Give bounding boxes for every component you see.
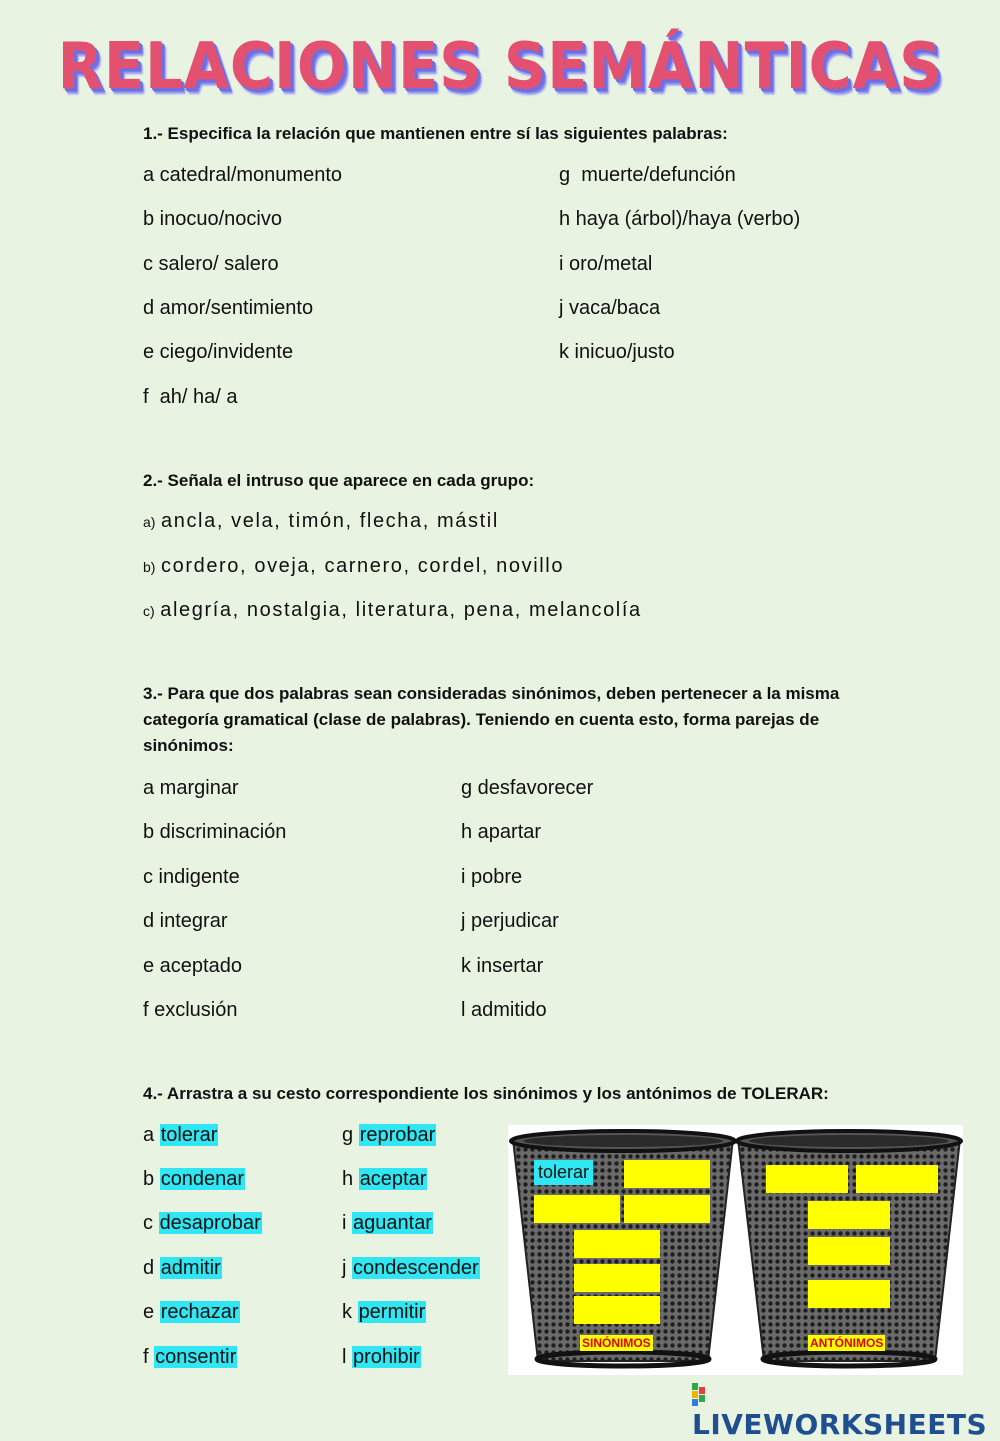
q3-item: i pobre [461,866,523,888]
q4-heading: 4.- Arrastra a su cesto correspondiente los sinónimos y los antónimos de TOLERAR: [143,1084,829,1103]
draggable-word[interactable]: condescender [353,1257,479,1279]
draggable-word[interactable]: admitir [160,1257,221,1279]
q4-right-item [342,1212,433,1235]
draggable-word[interactable]: aguantar [353,1212,432,1234]
q4-right-item [342,1168,427,1191]
q1-item: a catedral/monumento [143,164,343,186]
q2-words: alegría, nostalgia, literatura, pena, melancolía [160,599,642,621]
q3-item: k insertar [461,955,544,977]
draggable-word[interactable]: condenar [160,1168,245,1190]
q4-letter: h [342,1168,354,1190]
q3-item: b discriminación [143,821,287,843]
q1-item: k inicuo/justo [559,341,675,363]
logo-icon [692,1381,706,1405]
q3-item: j perjudicar [461,910,559,932]
q4-left-item [143,1124,218,1147]
drop-box-antonimos[interactable] [808,1280,890,1308]
q4-left-item [143,1212,262,1235]
q4-right-item [342,1301,426,1324]
placed-word[interactable]: tolerar [534,1160,593,1185]
q4-left-item [143,1301,240,1324]
drop-box-sinonimos[interactable] [624,1160,710,1188]
q4-letter: l [342,1346,347,1368]
basket-label-sinonimos: SINÓNIMOS [582,1336,651,1350]
q4-right-item [342,1257,480,1280]
q2-letter: b) [143,559,156,575]
liveworksheets-logo[interactable] [692,1375,1000,1441]
drop-box-sinonimos[interactable] [624,1195,710,1223]
q3-heading-line: sinónimos: [143,736,234,755]
q4-letter: j [342,1257,347,1279]
q2-words: cordero, oveja, carnero, cordel, novillo [161,555,565,577]
q1-heading: 1.- Especifica la relación que mantienen entre sí las siguientes palabras: [143,124,728,143]
draggable-word[interactable]: reprobar [359,1124,436,1146]
q4-letter: d [143,1257,155,1279]
q4-right-item [342,1124,436,1147]
q1-item: e ciego/invidente [143,341,294,363]
q1-item: f ah/ ha/ a [143,386,238,408]
q1-item: g muerte/defunción [559,164,736,186]
q3-item: d integrar [143,910,228,932]
q3-item: g desfavorecer [461,777,594,799]
draggable-word[interactable]: consentir [155,1346,237,1368]
q4-letter: c [143,1212,153,1234]
q2-letter: c) [143,603,155,619]
drop-box-antonimos[interactable] [808,1201,890,1229]
draggable-word[interactable]: tolerar [160,1124,218,1146]
drop-box-sinonimos[interactable] [534,1195,620,1223]
q1-item: h haya (árbol)/haya (verbo) [559,208,801,230]
q1-item: d amor/sentimiento [143,297,314,319]
q3-item: a marginar [143,777,239,799]
q4-letter: i [342,1212,347,1234]
q1-item: i oro/metal [559,253,653,275]
q4-letter: f [143,1346,149,1368]
q4-right-item [342,1346,421,1369]
q4-letter: b [143,1168,155,1190]
q3-item: c indigente [143,866,240,888]
page-title: RELACIONES SEMÁNTICAS [57,30,943,104]
baskets-area [508,1125,963,1375]
draggable-word[interactable]: aceptar [359,1168,427,1190]
q4-letter: a [143,1124,155,1146]
q2-words: ancla, vela, timón, flecha, mástil [161,510,499,532]
q2-letter: a) [143,514,156,530]
q3-heading-line: 3.- Para que dos palabras sean consideradas sinónimos, deben pertenecer a la misma [143,684,840,703]
q1-item: j vaca/baca [559,297,661,319]
basket-label-antonimos: ANTÓNIMOS [810,1336,884,1350]
drop-box-antonimos[interactable] [856,1165,938,1193]
q3-item: h apartar [461,821,542,843]
q4-left-item [143,1346,237,1369]
drop-box-sinonimos[interactable] [574,1264,660,1292]
drop-box-antonimos[interactable] [808,1237,890,1265]
q2-item [143,599,642,622]
q3-heading-line: categoría gramatical (clase de palabras). Teniendo en cuenta esto, forma parejas de [143,710,820,729]
drop-box-antonimos[interactable] [766,1165,848,1193]
q1-item: c salero/ salero [143,253,279,275]
drop-box-sinonimos[interactable] [574,1296,660,1324]
draggable-word[interactable]: rechazar [160,1301,239,1323]
q2-heading: 2.- Señala el intruso que aparece en cada grupo: [143,471,535,490]
q4-letter: g [342,1124,354,1146]
q2-item [143,555,564,578]
q3-item: f exclusión [143,999,238,1021]
draggable-word[interactable]: prohibir [353,1346,420,1368]
drop-box-sinonimos[interactable] [574,1230,660,1258]
q4-letter: k [342,1301,352,1323]
draggable-word[interactable]: desaprobar [159,1212,261,1234]
q2-item [143,510,499,533]
logo-text: LIVEWORKSHEETS [692,1408,988,1441]
q4-left-item [143,1168,245,1191]
q3-item: e aceptado [143,955,242,977]
q4-left-item [143,1257,222,1280]
q1-item: b inocuo/nocivo [143,208,282,230]
q3-item: l admitido [461,999,547,1021]
draggable-word[interactable]: permitir [358,1301,426,1323]
q4-letter: e [143,1301,155,1323]
